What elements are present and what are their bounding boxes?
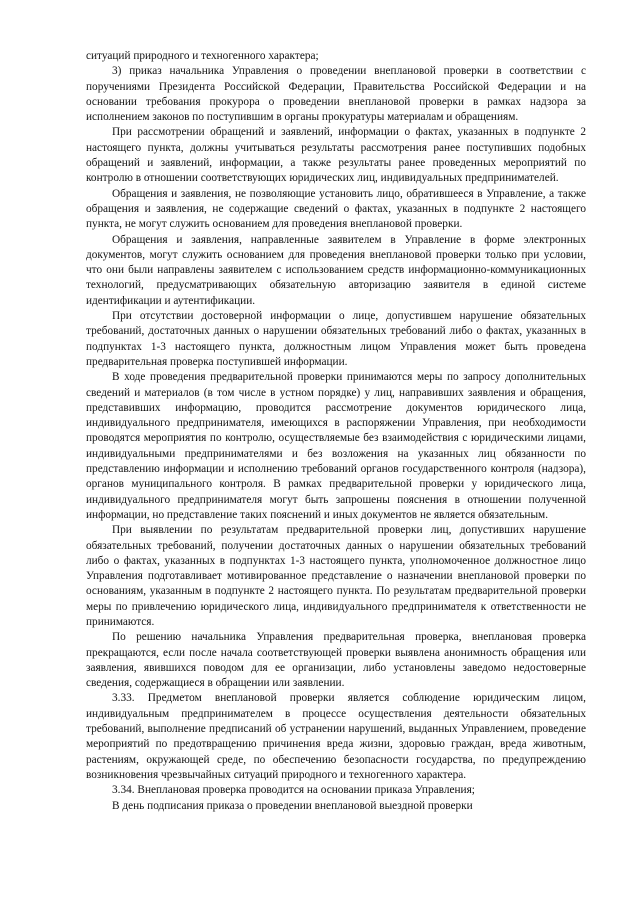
paragraph-anonymous-appeals: Обращения и заявления, не позволяющие установить лицо, обратившееся в Управление, а также обращения и заявления, не содержащие сведений о фактах, указанных в подпункте 2 настоящего пункта, не могут служить основанием для проведения внеплановой проверки.: [86, 187, 586, 231]
paragraph-electronic-appeals: Обращения и заявления, направленные заявителем в Управление в форме электронных документов, могут служить основанием для проведения внеплановой проверки только при условии, что они были направлены заявителем с использованием средств информационно-коммуникационных технологий, предусматривающих обязательную авторизацию заявителя в единой системе идентификации и аутентификации.: [86, 233, 586, 307]
paragraph-preliminary-check: При отсутствии достоверной информации о лице, допустившем нарушение обязательных требований, достаточных данных о нарушении обязательных требований либо о фактах, указанных в подпунктах 1-3 настоящего пункта, должностным лицом Управления может быть проведена предварительная проверка поступившей информации.: [86, 310, 586, 368]
document-body: [86, 49, 586, 814]
paragraph-order-day: В день подписания приказа о проведении внеплановой выездной проверки: [112, 799, 473, 812]
paragraph-termination: По решению начальника Управления предварительная проверка, внеплановая проверка прекращаются, если после начала соответствующей проверки выявлена анонимность обращения или заявления, явившихся поводом для ее организации, либо установлены заведомо недостоверные сведения, содержащиеся в обращении или заявлении.: [86, 631, 586, 690]
paragraph-preliminary-measures: В ходе проведения предварительной проверки принимаются меры по запросу дополнительных сведений и материалов (в том числе в устном порядке) у лиц, направивших заявления и обращения, представивших информацию, проводится рассмотрение документов юридического лица, индивидуального предпринимателя, имеющихся в распоряжении Управления, при необходимости проводятся мероприятия по контролю, осуществляемые без взаимодействия с юридическими лицами, индивидуальными предпринимателями и без возложения на указанных лиц обязанности по представлению информации и исполнению требований органов государственного контроля (надзора), органов муниципального контроля. В рамках предварительной проверки у юридического лица, индивидуального предпринимателя могут быть запрошены пояснения в отношении полученной информации, но представление таких пояснений и иных документов не является обязательным.: [86, 371, 586, 521]
paragraph-consideration: При рассмотрении обращений и заявлений, информации о фактах, указанных в подпункте 2 настоящего пункта, должны учитываться результаты рассмотрения ранее поступивших подобных обращений и заявлений, информации, а также результаты ранее проведенных мероприятий по контролю в отношении соответствующих юридических лиц, индивидуальных предпринимателей.: [86, 126, 586, 185]
paragraph-section-3-34: 3.34. Внеплановая проверка проводится на основании приказа Управления;: [112, 784, 475, 797]
paragraph-section-3-33: 3.33. Предметом внеплановой проверки является соблюдение юридическим лицом, индивидуальным предпринимателем в процессе осуществления деятельности обязательных требований, выполнение предписаний об устранении нарушений, выданных Управлением, проведение мероприятий по предотвращению причинения вреда жизни, здоровью граждан, вреда животным, растениям, окружающей среде, по обеспечению безопасности государства, по предупреждению возникновения чрезвычайных ситуаций природного и техногенного характера.: [86, 692, 586, 781]
paragraph-item-3: 3) приказ начальника Управления о проведении внеплановой проверки в соответствии с поручениями Президента Российской Федерации, Правительства Российской Федерации и на основании требования прокурора о проведении внеплановой проверки в рамках надзора за исполнением законов по поступившим в органы прокуратуры материалам и обращениям.: [86, 65, 586, 124]
paragraph-continuation: ситуаций природного и техногенного характера;: [86, 50, 319, 62]
paragraph-violations-found: При выявлении по результатам предварительной проверки лиц, допустивших нарушение обязательных требований, получении достаточных данных о нарушении обязательных требований либо о фактах, указанных в подпунктах 1-3 настоящего пункта, уполномоченное должностное лицо Управления подготавливает мотивированное представление о назначении внеплановой проверки по основаниям, указанным в подпункте 2 настоящего пункта. По результатам предварительной проверки меры по привлечению юридического лица, индивидуального предпринимателя к ответственности не принимаются.: [86, 524, 586, 628]
